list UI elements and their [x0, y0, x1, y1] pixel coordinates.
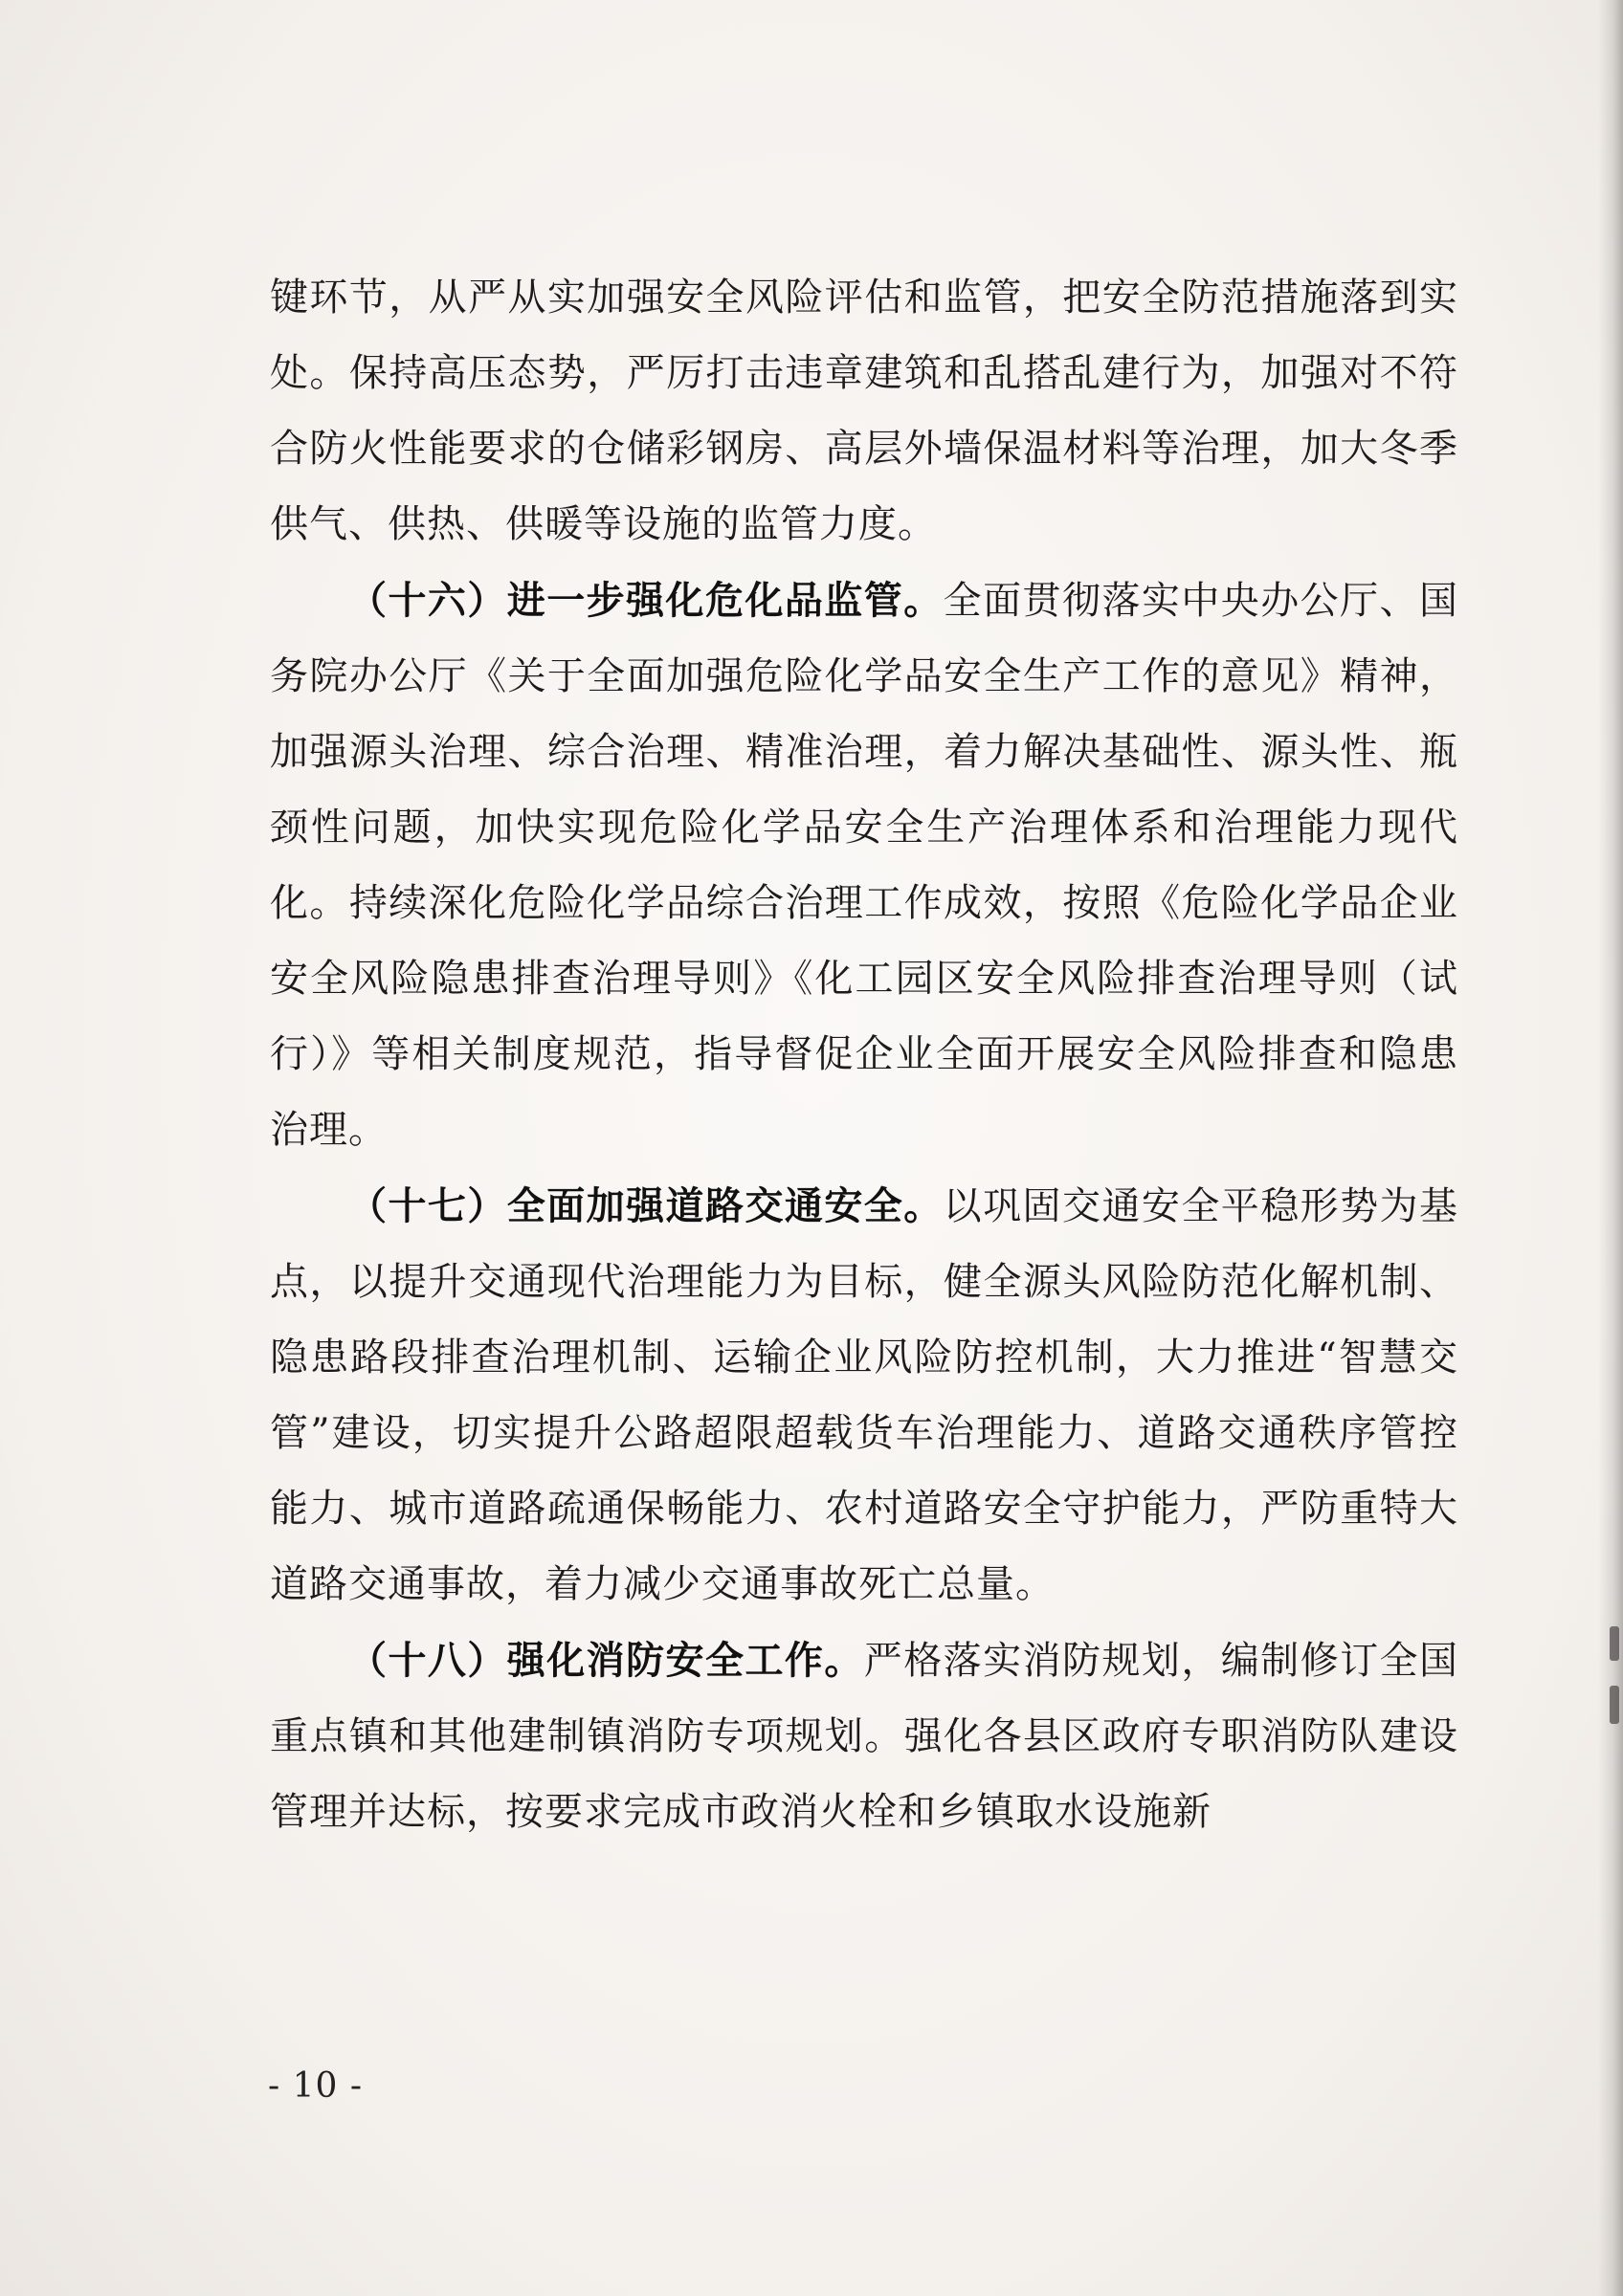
section-16-heading: （十六）进一步强化危化品监管。 — [348, 578, 944, 623]
section-18-heading: （十八）强化消防安全工作。 — [348, 1638, 864, 1683]
section-16-text: 全面贯彻落实中央办公厅、国务院办公厅《关于全面加强危险化学品安全生产工作的意见》精神，加强源头治理、综合治理、精准治理，着力解决基础性、源头性、瓶颈性问题，加快实现危险化学品安全生产治理体系和治理能力现代化。持续深化危险化学品综合治理工作成效，按照《危险化学品企业安全风险隐患排查治理导则》《化工园区安全风险排查治理导则（试行）》等相关制度规范，指导督促企业全面开展安全风险排查和隐患治理。 — [270, 579, 1459, 1152]
section-17-heading: （十七）全面加强道路交通安全。 — [348, 1183, 944, 1228]
section-17-text: 以巩固交通安全平稳形势为基点，以提升交通现代治理能力为目标，健全源头风险防范化解机制、隐患路段排查治理机制、运输企业风险防控机制，大力推进“智慧交管”建设，切实提升公路超限超载货车治理能力、道路交通秩序管控能力、城市道路疏通保畅能力、农村道路安全守护能力，严防重特大道路交通事故，着力减少交通事故死亡总量。 — [270, 1184, 1459, 1606]
paragraph-continuation — [270, 260, 1458, 563]
page-number: - 10 - — [268, 2066, 364, 2106]
paragraph-section-18 — [270, 1623, 1458, 1850]
section-18-text: 严格落实消防规划，编制修订全国重点镇和其他建制镇消防专项规划。强化各县区政府专职消防队建设管理并达标，按要求完成市政消火栓和乡镇取水设施新 — [270, 1639, 1459, 1834]
page-edge-shadow — [1598, 0, 1623, 2296]
edge-mark — [1610, 1626, 1619, 1661]
edge-mark — [1610, 1686, 1619, 1724]
paragraph-1-text: 键环节，从严从实加强安全风险评估和监管，把安全防范措施落到实处。保持高压态势，严厉打击违章建筑和乱搭乱建行为，加强对不符合防火性能要求的仓储彩钢房、高层外墙保温材料等治理，加大冬季供气、供热、供暖等设施的监管力度。 — [270, 276, 1458, 546]
paragraph-section-17 — [270, 1168, 1458, 1623]
paragraph-section-16 — [270, 563, 1458, 1168]
body-text — [270, 260, 1458, 1850]
